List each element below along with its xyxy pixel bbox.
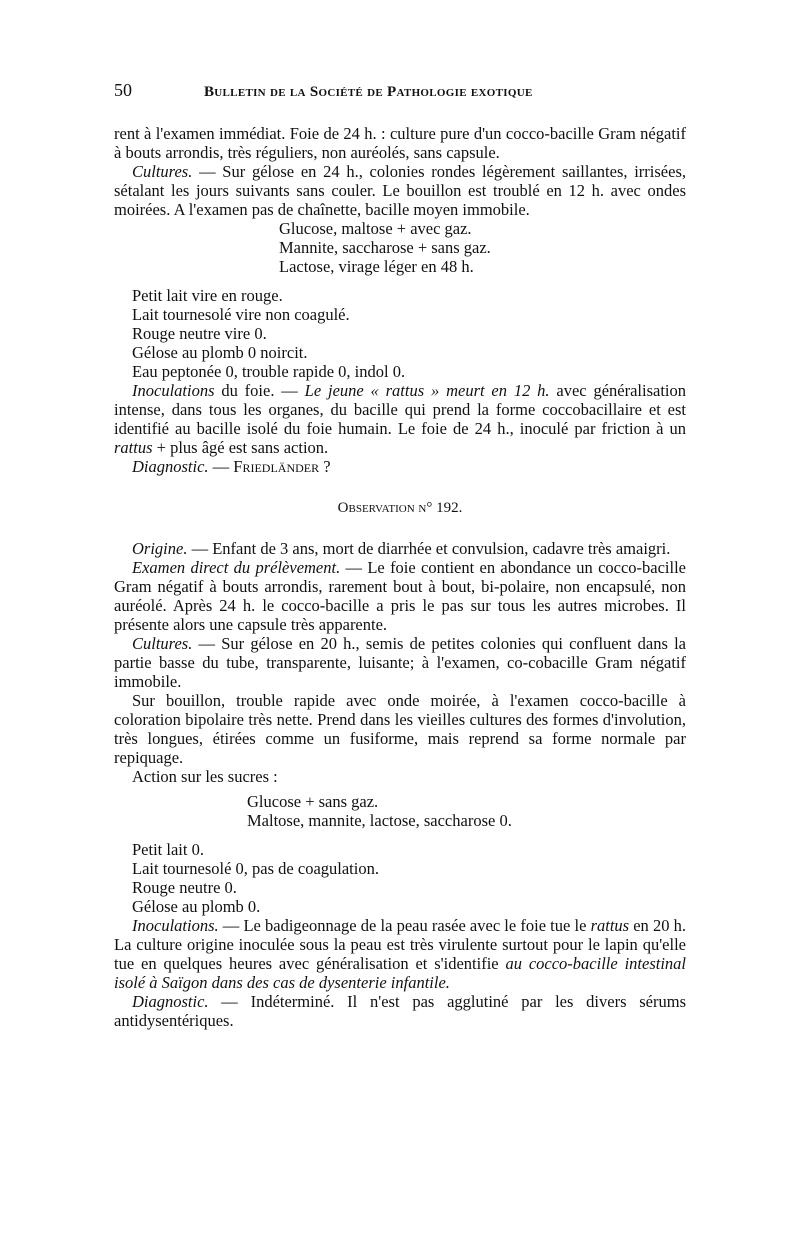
- inoculations-label: Inoculations.: [132, 916, 219, 935]
- sugar-result-line: Glucose + sans gaz.: [247, 792, 379, 811]
- diagnostic-text: — Indéterminé. Il n'est pas agglutiné par les divers sérums antidysentériques.: [114, 992, 686, 1030]
- observation-title: Observation n° 192.: [337, 500, 463, 516]
- paragraph-action: Action sur les sucres :: [132, 767, 278, 786]
- inoculations-text: + plus âgé est sans action.: [152, 438, 329, 457]
- page-number: 50: [114, 80, 132, 100]
- sugar-result-line: Mannite, saccharose + sans gaz.: [279, 238, 491, 257]
- inoculations-italic: rattus: [114, 438, 153, 457]
- cultures-label: Cultures.: [132, 162, 193, 181]
- media-tests-list: [114, 286, 686, 381]
- sugar-result-line: Lactose, virage léger en 48 h.: [279, 257, 474, 276]
- paragraph-diagnostic: [114, 457, 686, 476]
- media-test-line: Petit lait vire en rouge.: [132, 286, 283, 305]
- inoculations-text: — Le badigeonnage de la peau rasée avec le foie tue le: [218, 916, 591, 935]
- media-test-line: Lait tournesolé vire non coagulé.: [132, 305, 350, 324]
- cultures-text: — Sur gélose en 20 h., semis de petites colonies qui confluent dans la partie basse du tube, transparente, luisante; à l'examen, co-cobacille Gram négatif immobile.: [114, 634, 686, 691]
- paragraph-examen: [114, 558, 686, 634]
- media-test-line: Lait tournesolé 0, pas de coagulation.: [132, 859, 379, 878]
- diagnostic-text: — Friedländer ?: [208, 457, 331, 476]
- diagnostic-label: Diagnostic.: [132, 992, 209, 1011]
- sugar-results-list: [114, 792, 686, 830]
- sugar-result-line: Glucose, maltose + avec gaz.: [279, 219, 472, 238]
- media-test-line: Rouge neutre 0.: [132, 878, 237, 897]
- origine-label: Origine.: [132, 539, 188, 558]
- inoculations-italic: rattus: [590, 916, 630, 935]
- media-test-line: Gélose au plomb 0.: [132, 897, 261, 916]
- media-test-line: Eau peptonée 0, trouble rapide 0, indol 0.: [132, 362, 406, 381]
- paragraph-inoculations-obs: [114, 916, 686, 992]
- cultures-text: — Sur gélose en 24 h., colonies rondes légèrement saillantes, irrisées, sétalant les jours suivants sans couler. Le bouillon est troublé en 12 h. avec ondes moirées. A l'examen pas de chaînette, bacille moyen immobile.: [114, 162, 686, 219]
- paragraph-inoculations: [114, 381, 686, 457]
- media-test-line: Gélose au plomb 0 noircit.: [132, 343, 308, 362]
- paragraph-cultures: [114, 162, 686, 219]
- sugar-results-list: [114, 219, 686, 276]
- paragraph-origine: [114, 539, 686, 558]
- page-header: [114, 80, 686, 104]
- origine-text: — Enfant de 3 ans, mort de diarrhée et convulsion, cadavre très amaigri.: [187, 539, 671, 558]
- cultures-label: Cultures.: [132, 634, 193, 653]
- paragraph-cultures-obs: [114, 634, 686, 691]
- media-tests-list: [114, 840, 686, 916]
- inoculations-label: Inoculations: [132, 381, 215, 400]
- inoculations-text: en 20 h. La culture origine inoculée sous la peau est très virulente surtout pour le lapin qu'elle tue en quelques heures avec généralisation et s'identifie: [114, 916, 686, 973]
- diagnostic-label: Diagnostic.: [132, 457, 209, 476]
- media-test-line: Rouge neutre vire 0.: [132, 324, 267, 343]
- media-test-line: Petit lait 0.: [132, 840, 204, 859]
- paragraph-bouillon: Sur bouillon, trouble rapide avec onde moirée, à l'examen cocco-bacille à coloration bipolaire très nette. Prend dans les vieilles cultures des formes d'involution, très longues, étirées comme un fusiforme, mais reprend sa forme normale par repiquage.: [114, 691, 686, 767]
- inoculations-italic: Le jeune « rattus » meurt en 12 h.: [304, 381, 550, 400]
- paragraph-diagnostic-obs: [114, 992, 686, 1030]
- sugar-result-line: Maltose, mannite, lactose, saccharose 0.: [247, 811, 512, 830]
- document-page: [114, 80, 686, 1030]
- inoculations-italic: au cocco-bacille intestinal isolé à Saïgon dans des cas de dysenterie infantile.: [114, 954, 686, 992]
- examen-text: — Le foie contient en abondance un cocco-bacille Gram négatif à bouts arrondis, rarement bout à bout, bi-polaire, non encapsulé, non auréolé. Après 24 h. le cocco-bacille a pris le pas sur tous les autres microbes. Il présente alors une capsule très apparente.: [114, 558, 687, 634]
- running-title: Bulletin de la Société de Pathologie exotique: [204, 84, 533, 100]
- examen-label: Examen direct du prélèvement.: [132, 558, 341, 577]
- inoculations-text: du foie. —: [214, 381, 305, 400]
- inoculations-text: avec généralisation intense, dans tous les organes, du bacille qui prend la forme coccobacillaire et est identifié au bacille isolé du foie humain. Le foie de 24 h., inoculé par friction à un: [114, 381, 686, 438]
- paragraph-continuation: rent à l'examen immédiat. Foie de 24 h. : culture pure d'un cocco-bacille Gram négatif à bouts arrondis, très réguliers, non auréolés, sans capsule.: [114, 124, 686, 162]
